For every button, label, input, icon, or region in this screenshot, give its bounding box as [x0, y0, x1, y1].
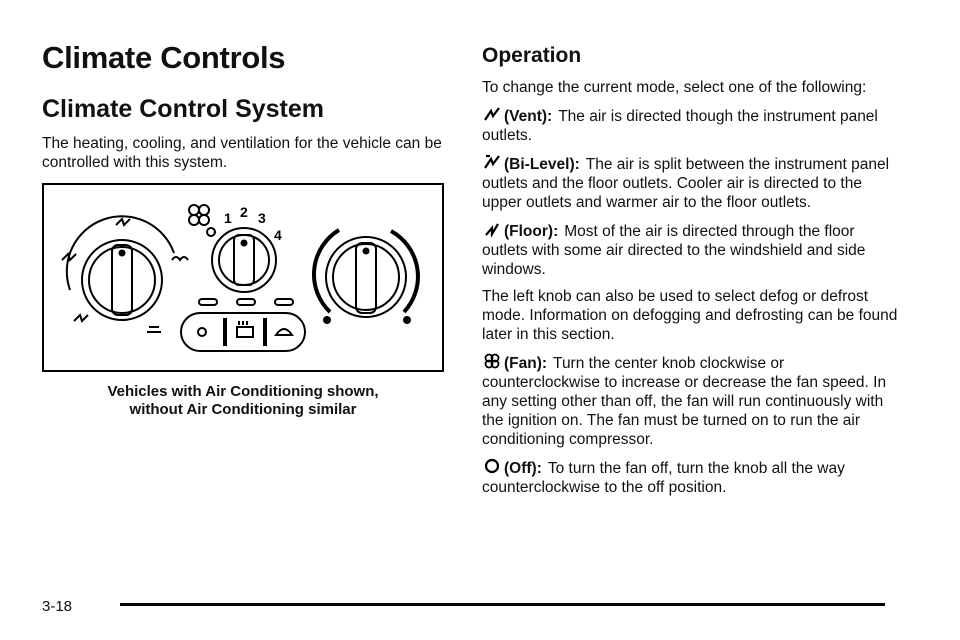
temp-hot-dot [403, 316, 411, 324]
recirculation-icon [276, 329, 292, 335]
page-title: Climate Controls [42, 40, 286, 75]
vent-label: (Vent): [504, 108, 553, 125]
temp-cold-dot [323, 316, 331, 324]
fan-icon [189, 205, 209, 225]
fan-knob-outer [212, 228, 276, 292]
floor-text: Most of the air is directed through the floor outlets with some air directed to the windshield and side windows. [482, 223, 866, 278]
fan-icon [482, 352, 502, 370]
section-title: Climate Control System [42, 95, 325, 123]
floor-icon [74, 315, 88, 321]
operation-lead: To change the current mode, select one of the following: [482, 79, 867, 96]
footer-rule [120, 603, 885, 606]
defog-paragraph: The left knob can also be used to select defog or defrost mode. Information on defogging and defrosting can be found later in this section. [482, 288, 898, 343]
fan-item [482, 352, 902, 449]
fan-text: Turn the center knob clockwise or counterclockwise to increase or decrease the fan speed. In any setting other than off, the fan will run continuously with the ignition on. The fan must be turned on to run the air conditioning compressor. [482, 355, 887, 448]
fan-label: (Fan): [504, 355, 548, 372]
off-text: To turn the fan off, turn the knob all the way counterclockwise to the off position. [482, 460, 845, 496]
intro-paragraph: The heating, cooling, and ventilation for the vehicle can be controlled with this system. [42, 135, 442, 171]
button-panel [181, 313, 305, 351]
off-icon [482, 457, 502, 475]
mode-knob-inner [89, 247, 155, 313]
off-label: (Off): [504, 460, 542, 477]
off-position-marker [207, 228, 215, 236]
ac-icon [198, 328, 206, 336]
defrost-icon [147, 327, 161, 332]
indicator-light-3 [275, 299, 293, 305]
floor-icon [482, 220, 502, 238]
vent-icon [116, 219, 130, 225]
indicator-light-1 [199, 299, 217, 305]
figure-caption [42, 383, 444, 419]
vent-text: The air is directed though the instrument panel outlets. [482, 108, 878, 144]
floor-item [482, 220, 902, 279]
indicator-light-2 [237, 299, 255, 305]
caption-line-2: without Air Conditioning similar [129, 401, 357, 418]
climate-control-panel-illustration [44, 185, 442, 370]
bi-level-icon [482, 153, 502, 171]
fan-speed-4: 4 [274, 227, 282, 243]
off-item [482, 457, 902, 497]
fan-speed-3: 3 [258, 210, 266, 226]
caption-line-1: Vehicles with Air Conditioning shown, [107, 383, 379, 400]
vent-icon [482, 105, 502, 123]
climate-control-figure [42, 183, 444, 372]
bi-level-label: (Bi-Level): [504, 156, 580, 173]
rear-defrost-icon [237, 321, 253, 337]
fan-speed-1: 1 [224, 210, 232, 226]
bi-level-text: The air is split between the instrument panel outlets and the floor outlets. Cooler air is directed to the upper outlets and warmer air to the floor outlets. [482, 156, 890, 211]
temp-hot-arc [391, 231, 418, 312]
operation-column [482, 44, 902, 505]
vent-item [482, 105, 902, 145]
page-number: 3-18 [42, 598, 73, 615]
floor-label: (Floor): [504, 223, 559, 240]
bi-level-item [482, 153, 902, 212]
operation-title: Operation [482, 44, 582, 67]
defog-icon [172, 257, 188, 260]
bi-level-icon [62, 254, 76, 260]
fan-speed-2: 2 [240, 204, 248, 220]
